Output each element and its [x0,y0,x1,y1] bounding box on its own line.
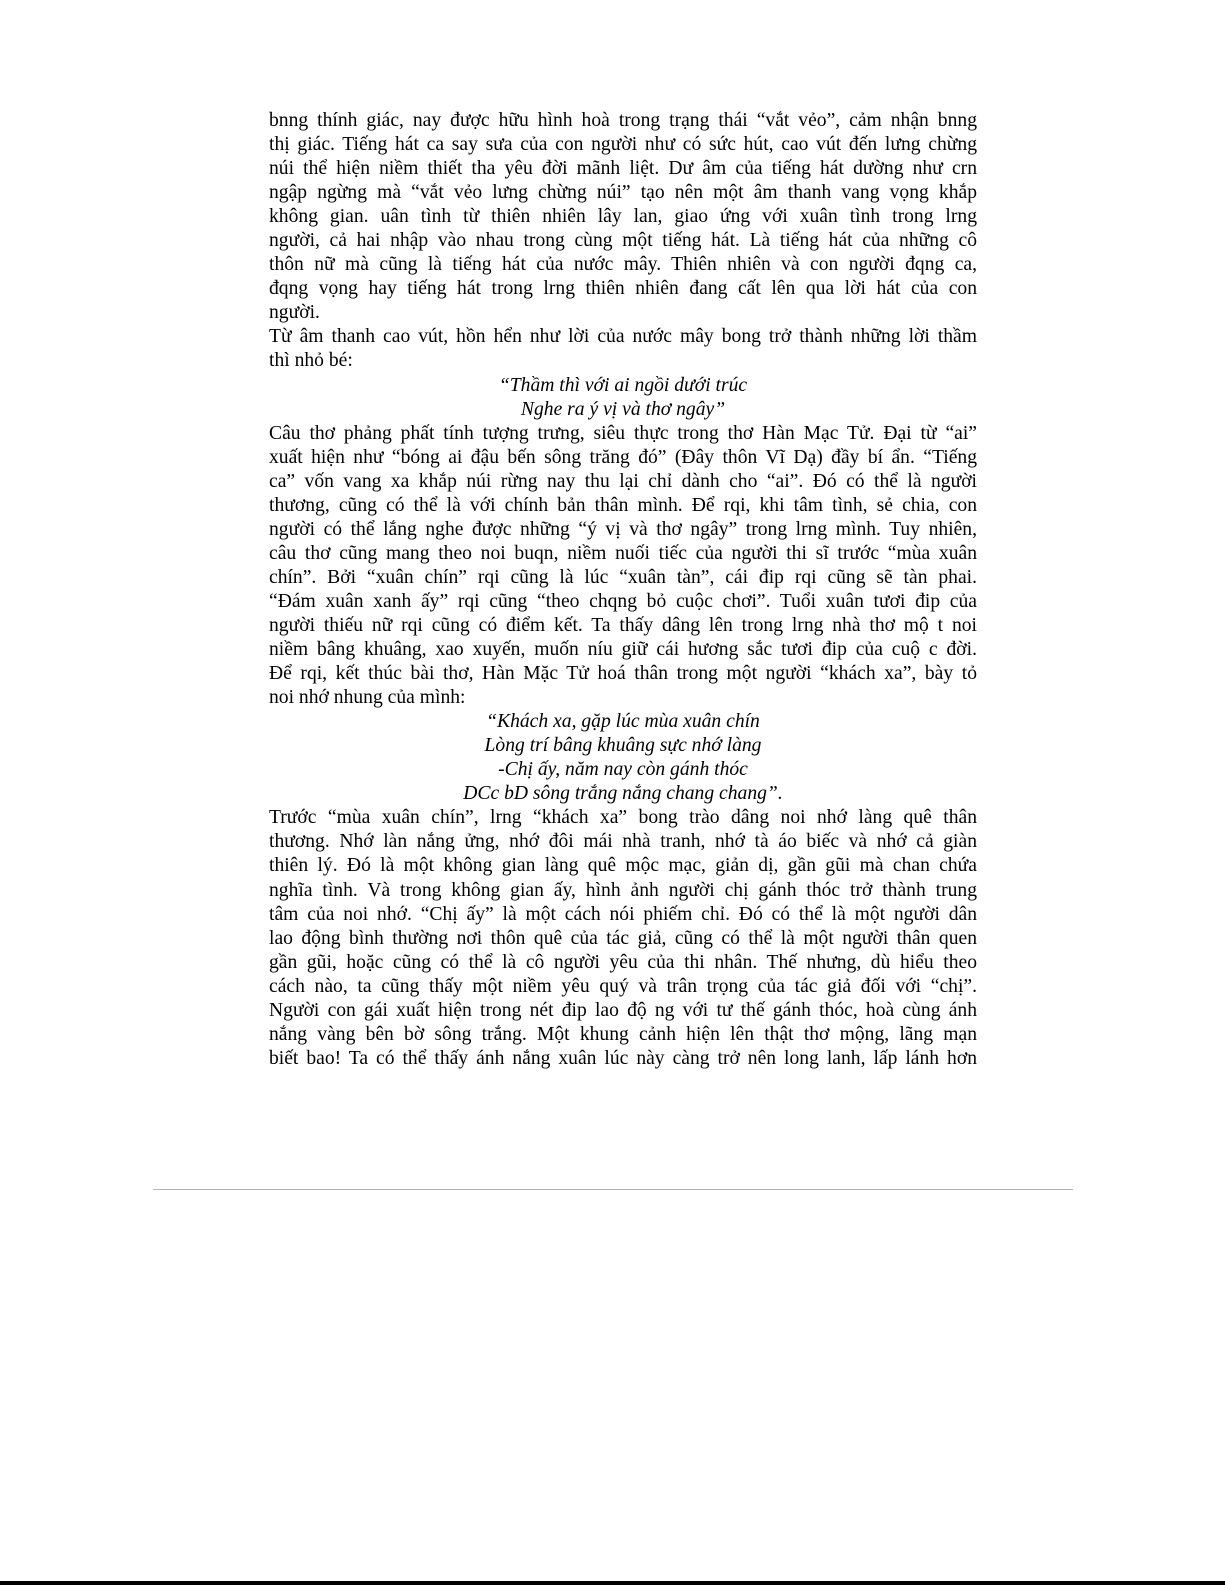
paragraph-line: người có thể lắng nghe được những “ý vị và thơ ngây” trong lrng mình. Tuy nhiên, [269,518,977,540]
poem-line: Nghe ra ý vị và thơ ngây” [520,398,726,420]
paragraph-line: thương. Nhớ làn nắng ửng, nhớ đôi mái nhà tranh, nhớ tà áo biếc và nhớ cả giàn [269,831,977,853]
paragraph-line: nắng vàng bên bờ sông trắng. Một khung cảnh hiện lên thật thơ mộng, lãng mạn [269,1023,977,1045]
paragraph-line: người, cả hai nhập vào nhau trong cùng một tiếng hát. Là tiếng hát của những cô [269,230,977,252]
paragraph-line: bnng thính giác, nay được hữu hình hoà trong trạng thái “vắt vẻo”, cảm nhận bnng [269,110,977,131]
paragraph-line: biết bao! Ta có thể thấy ánh nắng xuân lúc này càng trở nên long lanh, lấp lánh hơn [269,1047,977,1069]
paragraph-line: Trước “mùa xuân chín”, lrng “khách xa” bong trào dâng noi nhớ làng quê thân [269,807,977,829]
paragraph-line: thị giác. Tiếng hát ca say sưa của con người như có sức hút, cao vút đến lưng chừng [269,134,977,156]
paragraph-line: không gian. uân tình từ thiên nhiên lây lan, giao ứng với xuân tình trong lrng [269,206,977,228]
paragraph-line: người thiếu nữ rqi cũng có điểm kết. Ta thấy dâng lên trong lrng nhà thơ mộ t noi [269,614,977,636]
paragraph-line: noi nhớ nhung của mình: [269,687,466,709]
paragraph-line: xuất hiện như “bóng ai đậu bến sông trăng đó” (Đây thôn Vĩ Dạ) đầy bí ẩn. “Tiếng [269,446,977,468]
paragraph-line: Từ âm thanh cao vút, hồn hển như lời của nước mây bong trở thành những lời thầm [269,326,977,348]
paragraph-line: câu thơ cũng mang theo noi buqn, niềm nuối tiếc của người thi sĩ trước “mùa xuân [269,542,977,564]
paragraph-line: niềm bâng khuâng, xao xuyến, muốn níu giữ cái hương sắc tươi đip của cuộ c đời. [269,639,977,661]
paragraph-line: đqng vọng hay tiếng hát trong lrng thiên nhiên đang cất lên qua lời hát của con [269,278,977,300]
paragraph-line: “Đám xuân xanh ấy” rqi cũng “theo chqng bỏ cuộc chơi”. Tuổi xuân tươi đip của [269,590,977,612]
paragraph-line: chín”. Bởi “xuân chín” rqi cũng là lúc “xuân tàn”, cái đip rqi cũng sẽ tàn phai. [269,566,977,588]
paragraph-line: Người con gái xuất hiện trong nét đip lao độ ng với tư thế gánh thóc, hoà cùng ánh [269,999,977,1021]
paragraph-line: người. [269,302,320,324]
poem-line: Lòng trí bâng khuâng sực nhớ làng [484,735,762,757]
paragraph-line: thì nhỏ bé: [269,350,353,372]
paragraph-line: lao động bình thường nơi thôn quê của tác giả, cũng có thể là một người thân quen [269,927,977,949]
paragraph-line: gần gũi, hoặc cũng có thể là cô người yêu của thi nhân. Thế nhưng, dù hiểu theo [269,951,977,973]
poem-line: -Chị ấy, năm nay còn gánh thóc [498,759,748,781]
paragraph-line: thôn nữ mà cũng là tiếng hát của nước mây. Thiên nhiên và con người đqng ca, [269,254,977,276]
paragraph-line: ngập ngừng mà “vắt vẻo lưng chừng núi” tạo nên một âm thanh vang vọng khắp [269,182,977,204]
paragraph-line: Để rqi, kết thúc bài thơ, Hàn Mặc Tử hoá thân trong một người “khách xa”, bày tỏ [269,663,977,685]
paragraph-line: nghĩa tình. Và trong không gian ấy, hình ảnh người chị gánh thóc trở thành trung [269,879,977,901]
paragraph-line: ca” vốn vang xa khắp núi rừng nay thu lại chỉ dành cho “ai”. Đó có thể là người [269,470,977,492]
paragraph-line: tâm của noi nhớ. “Chị ấy” là một cách nói phiếm chỉ. Đó có thể là một người dân [269,903,977,925]
poem-line: “Thầm thì với ai ngồi dưới trúc [498,374,748,396]
paragraph-line: thương, cũng có thể là với chính bản thân mình. Để rqi, khi tâm tình, sẻ chia, con [269,494,977,516]
document-body [269,109,977,1071]
paragraph-line: cách nào, ta cũng thấy một niềm yêu quý và trân trọng của tác giả đối với “chị”. [269,975,977,997]
bottom-edge-bar [0,1581,1225,1585]
poem-line: DCc bD sông trắng nắng chang chang”. [463,783,783,805]
page-divider [153,1189,1073,1190]
paragraph-line: thiên lý. Đó là một không gian làng quê mộc mạc, giản dị, gần gũi mà chan chứa [269,855,977,877]
paragraph-line: núi thể hiện niềm thiết tha yêu đời mãnh liệt. Dư âm của tiếng hát dường như crn [269,158,977,180]
paragraph-line: Câu thơ phảng phất tính tượng trưng, siêu thực trong thơ Hàn Mạc Tử. Đại từ “ai” [269,422,977,444]
poem-line: “Khách xa, gặp lúc mùa xuân chín [486,711,760,733]
